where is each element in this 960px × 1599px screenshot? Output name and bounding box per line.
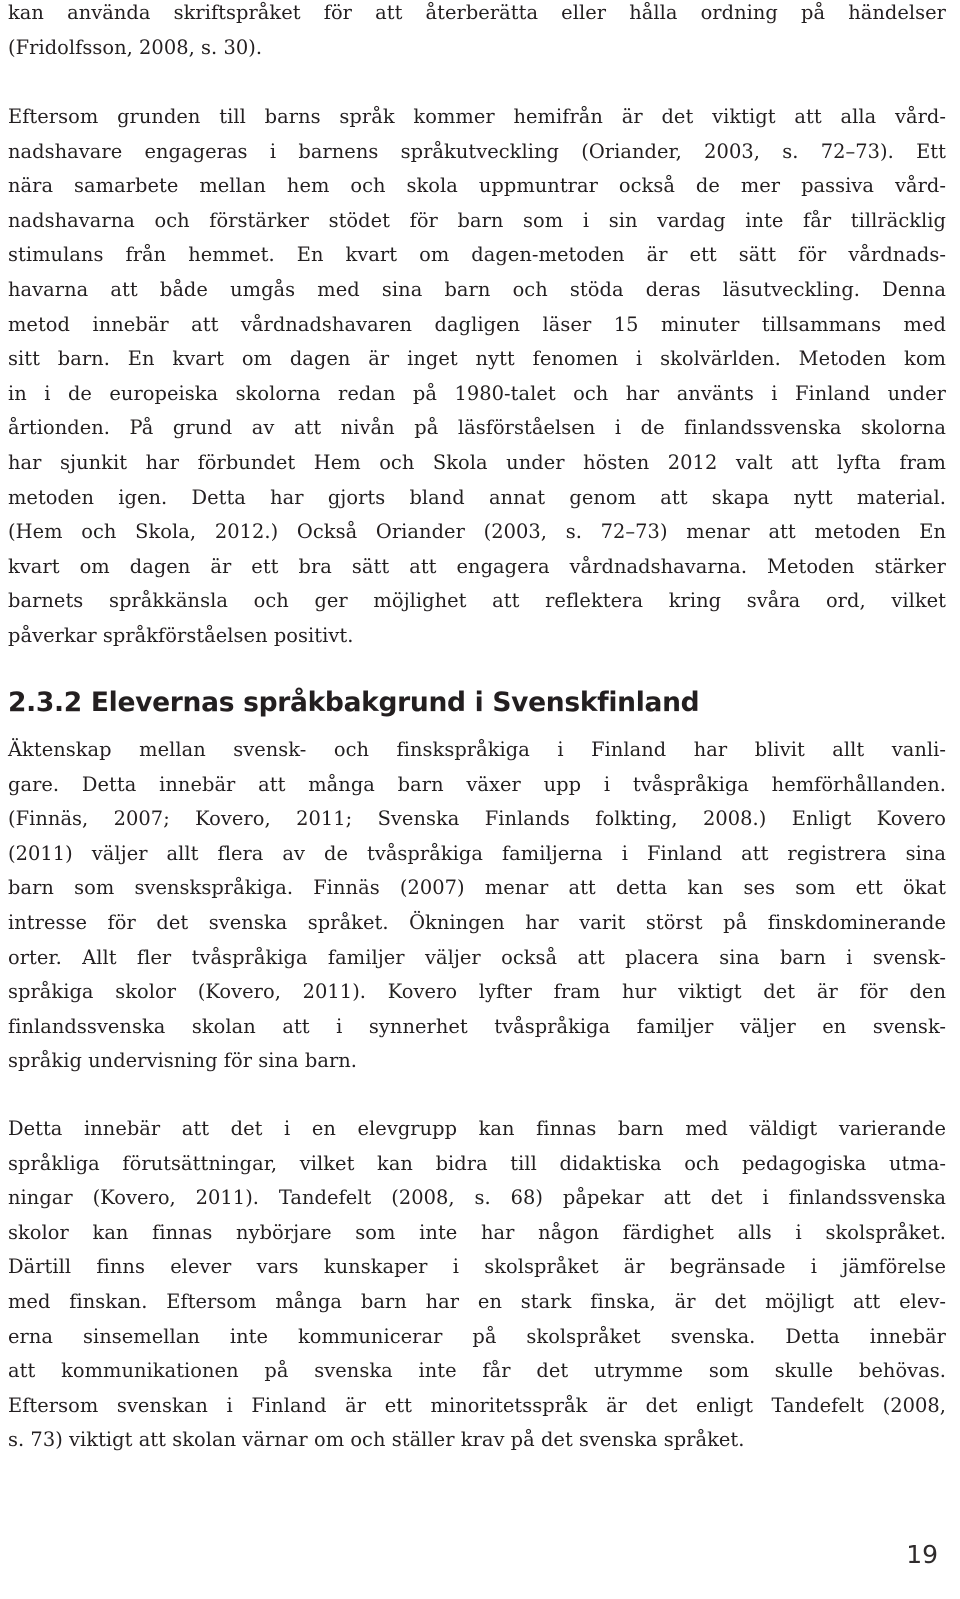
paragraph-line: påverkar språkförståelsen positivt.	[8, 623, 354, 647]
paragraph-2	[8, 100, 946, 654]
paragraph-line: nära samarbete mellan hem och skola uppmuntrar också de mer passiva vård-	[8, 174, 946, 198]
paragraph-line: (Hem och Skola, 2012.) Också Oriander (2003, s. 72–73) menar att metoden En	[8, 520, 946, 544]
paragraph-line: (2011) väljer allt flera av de tvåspråkiga familjerna i Finland att registrera sina	[8, 841, 946, 865]
paragraph-line: erna sinsemellan inte kommunicerar på skolspråket svenska. Detta innebär	[8, 1324, 946, 1348]
paragraph-line: Äktenskap mellan svensk- och finskspråkiga i Finland har blivit allt vanli-	[8, 738, 946, 761]
paragraph-3	[8, 733, 946, 1079]
paragraph-line: Eftersom grunden till barns språk kommer hemifrån är det viktigt att alla vård-	[8, 105, 946, 128]
paragraph-1	[8, 0, 946, 65]
paragraph-line: årtionden. På grund av att nivån på läsförståelsen i de finlandssvenska skolorna	[8, 416, 946, 440]
paragraph-line: har sjunkit har förbundet Hem och Skola under hösten 2012 valt att lyfta fram	[8, 450, 946, 474]
paragraph-line: (Fridolfsson, 2008, s. 30).	[8, 35, 263, 59]
paragraph-line: sitt barn. En kvart om dagen är inget nytt fenomen i skolvärlden. Metoden kom	[8, 347, 946, 371]
paragraph-line: metod innebär att vårdnadshavaren dagligen läser 15 minuter tillsammans med	[8, 312, 946, 336]
paragraph-line: (Finnäs, 2007; Kovero, 2011; Svenska Finlands folkting, 2008.) Enligt Kovero	[8, 807, 946, 831]
paragraph-4	[8, 1112, 946, 1458]
page-number: 19	[906, 1540, 938, 1569]
paragraph-line: med finskan. Eftersom många barn har en stark finska, är det möjligt att elev-	[8, 1289, 946, 1313]
paragraph-line: skolor kan finnas nybörjare som inte har någon färdighet alls i skolspråket.	[8, 1220, 946, 1244]
paragraph-line: kvart om dagen är ett bra sätt att engagera vårdnadshavarna. Metoden stärker	[8, 554, 946, 578]
paragraph-line: intresse för det svenska språket. Ökningen har varit störst på finskdominerande	[8, 910, 946, 934]
paragraph-line: stimulans från hemmet. En kvart om dagen-metoden är ett sätt för vårdnads-	[8, 243, 946, 267]
paragraph-line: orter. Allt fler tvåspråkiga familjer väljer också att placera sina barn i svensk-	[8, 945, 946, 969]
paragraph-line: havarna att både umgås med sina barn och stöda deras läsutveckling. Denna	[8, 277, 946, 301]
paragraph-line: Detta innebär att det i en elevgrupp kan finnas barn med väldigt varierande	[8, 1117, 946, 1140]
paragraph-line: nadshavare engageras i barnens språkutveckling (Oriander, 2003, s. 72–73). Ett	[8, 139, 946, 163]
paragraph-line: Därtill finns elever vars kunskaper i skolspråket är begränsade i jämförelse	[8, 1255, 946, 1279]
paragraph-line: metoden igen. Detta har gjorts bland annat genom att skapa nytt material.	[8, 485, 946, 509]
paragraph-line: finlandssvenska skolan att i synnerhet tvåspråkiga familjer väljer en svensk-	[8, 1014, 946, 1038]
paragraph-line: nadshavarna och förstärker stödet för barn som i sin vardag inte får tillräcklig	[8, 208, 946, 232]
paragraph-line: språkiga skolor (Kovero, 2011). Kovero lyfter fram hur viktigt det är för den	[8, 980, 946, 1004]
paragraph-line: att kommunikationen på svenska inte får det utrymme som skulle behövas.	[8, 1359, 946, 1383]
paragraph-line: barnets språkkänsla och ger möjlighet att reflektera kring svåra ord, vilket	[8, 589, 946, 613]
paragraph-line: språkig undervisning för sina barn.	[8, 1049, 358, 1073]
paragraph-line: ningar (Kovero, 2011). Tandefelt (2008, s. 68) påpekar att det i finlandssvenska	[8, 1186, 946, 1210]
paragraph-line: barn som svenskspråkiga. Finnäs (2007) menar att detta kan ses som ett ökat	[8, 876, 946, 900]
paragraph-line: kan använda skriftspråket för att återberätta eller hålla ordning på händelser	[8, 1, 946, 24]
paragraph-line: Eftersom svenskan i Finland är ett minoritetsspråk är det enligt Tandefelt (2008,	[8, 1393, 946, 1417]
paragraph-line: gare. Detta innebär att många barn växer upp i tvåspråkiga hemförhållanden.	[8, 772, 946, 796]
section-heading: 2.3.2 Elevernas språkbakgrund i Svenskfinland	[8, 687, 700, 718]
paragraph-line: in i de europeiska skolorna redan på 1980-talet och har använts i Finland under	[8, 381, 946, 405]
paragraph-line: språkliga förutsättningar, vilket kan bidra till didaktiska och pedagogiska utma-	[8, 1151, 946, 1175]
paragraph-line: s. 73) viktigt att skolan värnar om och ställer krav på det svenska språket.	[8, 1428, 745, 1452]
